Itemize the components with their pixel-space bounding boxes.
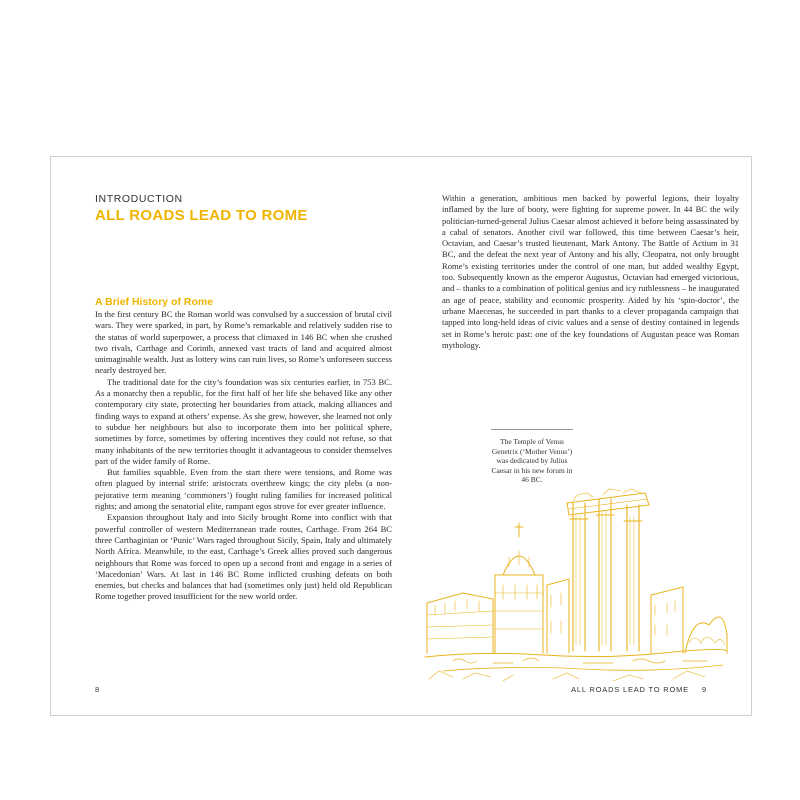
chapter-title: ALL ROADS LEAD TO ROME <box>95 207 308 224</box>
running-head-text: ALL ROADS LEAD TO ROME <box>571 685 689 694</box>
caption-divider <box>491 429 573 430</box>
book-spread <box>50 156 752 716</box>
paragraph: The traditional date for the city’s foundation was six centuries earlier, in 753 BC. As a monarchy then a republic, for the first half of her life she behaved like any other contemporary city state, protecting her boundaries from attack, making alliances and finding ways to expand at others’ expense. As she grew, however, she learned not only to subdue her neighbours but also to incorporate them into her political sphere, sometimes by force, sometimes by offering incentives they could not refuse, so that many inhabitants of the new territories thought it advantageous to consider themselves part of the wider family of Rome. <box>95 376 392 466</box>
page-number-right: 9 <box>702 685 707 694</box>
paragraph: Within a generation, ambitious men backed by powerful legions, their loyalty inflamed by the lure of booty, were fighting for supreme power. In 44 BC the wily politician-turned-general Julius Caesar almost achieved it before being assassinated by a cabal of senators. Another civil war followed, this time between Caesar’s heir, Octavian, and Caesar’s trusted lieutenant, Mark Antony. The Battle of Actium in 31 BC, and the defeat the next year of Antony and his ally, Cleopatra, not only brought Rome’s existing territories under the control of one man, but added wealthy Egypt, too. Subsequently known as the emperor Augustus, Octavian had emerged victorious, and – thanks to a combination of political genius and icy ruthlessness – he inaugurated an age of peace, stability and economic prosperity. Aided by his ‘spin-doctor’, the urbane Maecenas, he succeeded in part thanks to a clever propaganda campaign that tapped into long-held ideas of civic values and a sense of destiny contained in legends set in Rome’s heroic past: one of the key foundations of Augustan peace was Roman mythology. <box>442 193 739 350</box>
section-kicker: INTRODUCTION <box>95 193 183 205</box>
right-page <box>401 157 751 715</box>
page-number-left: 8 <box>95 685 100 694</box>
left-body-text <box>95 309 392 603</box>
temple-illustration <box>423 475 729 685</box>
paragraph: In the first century BC the Roman world was convulsed by a succession of brutal civil wars. They were sparked, in part, by Rome’s remarkable and relatively sudden rise to the status of world superpower, a process that climaxed in 146 BC when she crushed two rivals, Carthage and Corinth, annexed vast tracts of land and acquired almost unimaginable wealth. Just as lottery wins can ruin lives, so Rome’s unforeseen success nearly destroyed her. <box>95 309 392 376</box>
illustration-caption: The Temple of Venus Genetrix (‘Mother Venus’) was dedicated by Julius Caesar in his new forum in 46 BC. <box>491 437 573 485</box>
left-page <box>51 157 401 715</box>
right-body-text <box>442 193 739 351</box>
section-subhead: A Brief History of Rome <box>95 296 214 308</box>
running-head <box>571 685 689 694</box>
paragraph: Expansion throughout Italy and into Sicily brought Rome into conflict with that powerful controller of western Mediterranean trade routes, Carthage. From 264 BC three Carthaginian or ‘Punic’ Wars raged throughout Sicily, Spain, Italy and ultimately North Africa. Meanwhile, to the east, Carthage’s Greek allies proved such dangerous neighbours that Rome was forced to open up a second front and engage in a series of ‘Macedonian’ Wars. At last in 146 BC Rome inflicted crushing defeats on both enemies, but checks and balances that had (sometimes only just) held old Republican Rome together proved insufficient for the new world order. <box>95 512 392 602</box>
paragraph: But families squabble. Even from the start there were tensions, and Rome was often plagued by internal strife: aristocrats overthrew kings; the city plebs (a non-pejorative term meaning ‘commoners’) fought ruling families for increased political rights; and among the senatorial elite, rampant egos strove for ever greater influence. <box>95 467 392 512</box>
